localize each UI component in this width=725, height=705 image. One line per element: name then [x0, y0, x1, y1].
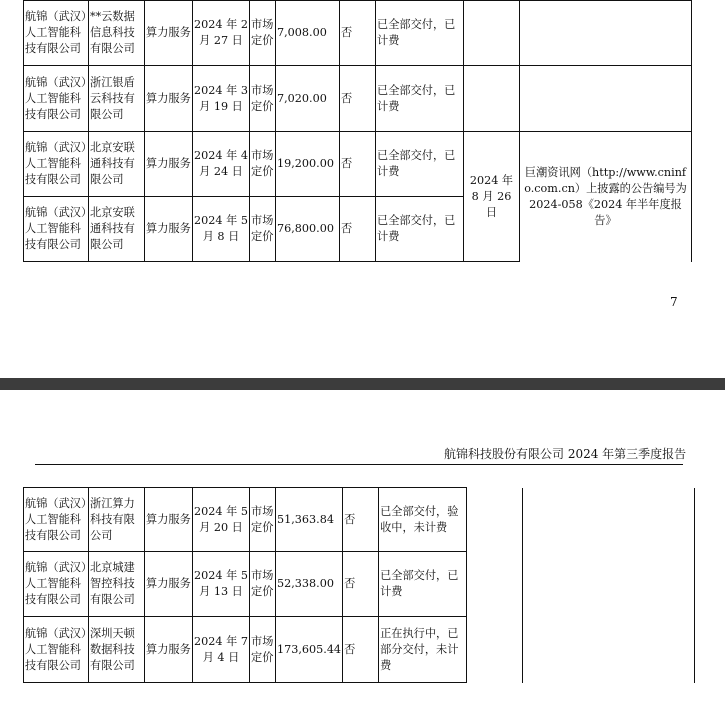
seller-cell: 航锦（武汉）人工智能科技有限公司: [24, 1, 89, 66]
status-cell: 已全部交付，已计费: [376, 132, 464, 197]
seller-cell: 航锦（武汉）人工智能科技有限公司: [24, 66, 89, 132]
status-cell: 正在执行中，已部分交付，未计费: [379, 617, 467, 683]
empty-cell: [520, 1, 692, 66]
date-cell: 2024 年 5 月 8 日: [193, 197, 250, 262]
buyer-cell: 北京安联通科技有限公司: [89, 197, 145, 262]
buyer-cell: 浙江银盾云科技有限公司: [89, 66, 145, 132]
empty-cell: [467, 617, 523, 683]
amount-cell: 173,605.44: [276, 617, 343, 683]
buyer-cell: 深圳天顿数据科技有限公司: [89, 617, 145, 683]
pricing-cell: 市场定价: [250, 552, 276, 617]
amount-cell: 7,008.00: [276, 1, 340, 66]
pricing-cell: 市场定价: [250, 1, 276, 66]
empty-cell: [523, 488, 695, 552]
seller-cell: 航锦（武汉）人工智能科技有限公司: [24, 617, 89, 683]
pricing-cell: 市场定价: [250, 132, 276, 197]
buyer-cell: **云数据信息科技有限公司: [89, 1, 145, 66]
table-row: [24, 66, 692, 132]
table-row: [24, 552, 695, 617]
buyer-cell: 北京城建智控科技有限公司: [89, 552, 145, 617]
buyer-cell: 浙江算力科技有限公司: [89, 488, 145, 552]
related-cell: 否: [340, 132, 376, 197]
status-cell: 已全部交付，已计费: [376, 197, 464, 262]
report-page-8: [0, 390, 725, 705]
related-cell: 否: [343, 617, 379, 683]
service-cell: 算力服务: [145, 552, 193, 617]
page-number: 7: [670, 295, 678, 309]
buyer-cell: 北京安联通科技有限公司: [89, 132, 145, 197]
service-cell: 算力服务: [145, 66, 193, 132]
date-cell: 2024 年 3 月 19 日: [193, 66, 250, 132]
seller-cell: 航锦（武汉）人工智能科技有限公司: [24, 132, 89, 197]
related-cell: 否: [340, 197, 376, 262]
date-cell: 2024 年 5 月 20 日: [193, 488, 250, 552]
related-cell: 否: [340, 66, 376, 132]
date-cell: 2024 年 5 月 13 日: [193, 552, 250, 617]
empty-cell: [464, 1, 520, 66]
related-cell: 否: [340, 1, 376, 66]
amount-cell: 7,020.00: [276, 66, 340, 132]
amount-cell: 76,800.00: [276, 197, 340, 262]
transactions-table-continued: [23, 0, 692, 262]
seller-cell: 航锦（武汉）人工智能科技有限公司: [24, 488, 89, 552]
table-row: [24, 617, 695, 683]
pricing-cell: 市场定价: [250, 66, 276, 132]
date-cell: 2024 年 2 月 27 日: [193, 1, 250, 66]
empty-cell: [467, 488, 523, 552]
pricing-cell: 市场定价: [250, 488, 276, 552]
pricing-cell: 市场定价: [250, 617, 276, 683]
transactions-table: [23, 487, 695, 683]
status-cell: 已全部交付，已计费: [376, 66, 464, 132]
status-cell: 已全部交付，已计费: [376, 1, 464, 66]
related-cell: 否: [343, 552, 379, 617]
pricing-cell: 市场定价: [250, 197, 276, 262]
page-separator: [0, 378, 725, 390]
disclosure-date-cell: 2024 年 8 月 26 日: [464, 132, 520, 262]
empty-cell: [464, 66, 520, 132]
header-rule: [35, 464, 683, 465]
amount-cell: 51,363.84: [276, 488, 343, 552]
amount-cell: 52,338.00: [276, 552, 343, 617]
amount-cell: 19,200.00: [276, 132, 340, 197]
disclosure-index-cell: 巨潮资讯网（http://www.cninfo.com.cn）上披露的公告编号为 2024-058《2024 年半年度报告》: [520, 132, 692, 262]
empty-cell: [523, 552, 695, 617]
table-row: [24, 488, 695, 552]
date-cell: 2024 年 4 月 24 日: [193, 132, 250, 197]
table-row: [24, 132, 692, 197]
service-cell: 算力服务: [145, 132, 193, 197]
empty-cell: [520, 66, 692, 132]
seller-cell: 航锦（武汉）人工智能科技有限公司: [24, 197, 89, 262]
status-cell: 已全部交付，验收中，未计费: [379, 488, 467, 552]
status-cell: 已全部交付，已计费: [379, 552, 467, 617]
related-cell: 否: [343, 488, 379, 552]
empty-cell: [467, 552, 523, 617]
service-cell: 算力服务: [145, 1, 193, 66]
date-cell: 2024 年 7 月 4 日: [193, 617, 250, 683]
table-row: [24, 1, 692, 66]
report-header: 航锦科技股份有限公司 2024 年第三季度报告: [444, 447, 687, 461]
seller-cell: 航锦（武汉）人工智能科技有限公司: [24, 552, 89, 617]
empty-cell: [523, 617, 695, 683]
service-cell: 算力服务: [145, 488, 193, 552]
service-cell: 算力服务: [145, 617, 193, 683]
service-cell: 算力服务: [145, 197, 193, 262]
